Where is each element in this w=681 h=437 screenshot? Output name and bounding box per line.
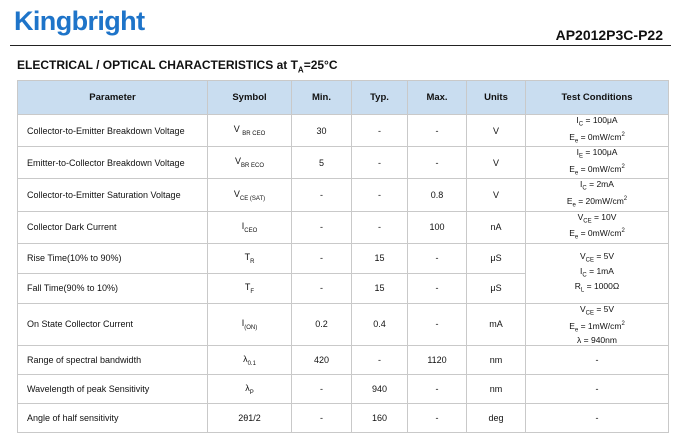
cell-units: deg bbox=[467, 404, 526, 433]
cell-min: - bbox=[292, 273, 352, 303]
cell-symbol: $\lambda_{0.1}$ bbox=[208, 346, 292, 375]
cell-max: - bbox=[408, 243, 467, 273]
cell-typ: - bbox=[352, 179, 408, 211]
cell-typ: - bbox=[352, 211, 408, 243]
header-divider bbox=[10, 45, 671, 46]
cell-units: V bbox=[467, 179, 526, 211]
cell-symbol: $V_{CE (SAT)}$ bbox=[208, 179, 292, 211]
cell-typ: 160 bbox=[352, 404, 408, 433]
cell-min: - bbox=[292, 179, 352, 211]
cell-units: V bbox=[467, 147, 526, 179]
cell-units: nA bbox=[467, 211, 526, 243]
cell-test-conditions: $V_{CE} = 5V$ $I_C = 1mA$ $R_L = 1000\Omega$ bbox=[526, 243, 669, 303]
cell-test-conditions: - bbox=[526, 404, 669, 433]
col-header-symbol: Symbol bbox=[208, 81, 292, 115]
col-header-parameter: Parameter bbox=[18, 81, 208, 115]
col-header-test-conditions: Test Conditions bbox=[526, 81, 669, 115]
cell-parameter: Rise Time(10% to 90%) bbox=[18, 243, 208, 273]
table-row bbox=[18, 243, 669, 273]
col-header-typ: Typ. bbox=[352, 81, 408, 115]
section-title: ELECTRICAL / OPTICAL CHARACTERISTICS at $T_A=25^\circ C$ bbox=[17, 58, 338, 75]
kingbright-logo: Kingbright bbox=[14, 6, 145, 36]
cell-typ: 0.4 bbox=[352, 303, 408, 345]
cell-test-conditions: $V_{CE} = 10V$ $E_e = 0mW/cm^2$ bbox=[526, 211, 669, 243]
col-header-units: Units bbox=[467, 81, 526, 115]
cell-typ: 15 bbox=[352, 243, 408, 273]
characteristics-table bbox=[17, 80, 669, 433]
cell-symbol: $V_{BR ECO}$ bbox=[208, 147, 292, 179]
cell-parameter: Collector-to-Emitter Breakdown Voltage bbox=[18, 115, 208, 147]
cell-min: 0.2 bbox=[292, 303, 352, 345]
cell-symbol: $I_{(ON)}$ bbox=[208, 303, 292, 345]
cell-parameter: On State Collector Current bbox=[18, 303, 208, 345]
cell-symbol: 2θ1/2 bbox=[208, 404, 292, 433]
cell-max: 0.8 bbox=[408, 179, 467, 211]
cell-max: - bbox=[408, 147, 467, 179]
table-row bbox=[18, 179, 669, 211]
cell-symbol: $I_{CEO}$ bbox=[208, 211, 292, 243]
table-header-row bbox=[18, 81, 669, 115]
cell-test-conditions: - bbox=[526, 346, 669, 375]
cell-units: μS bbox=[467, 243, 526, 273]
cell-min: - bbox=[292, 404, 352, 433]
part-number: AP2012P3C-P22 bbox=[555, 27, 663, 43]
cell-min: - bbox=[292, 211, 352, 243]
cell-units: μS bbox=[467, 273, 526, 303]
cell-typ: 15 bbox=[352, 273, 408, 303]
cell-test-conditions: $I_C = 100\mu A$ $E_e = 0mW/cm^2$ bbox=[526, 115, 669, 147]
cell-typ: - bbox=[352, 346, 408, 375]
cell-symbol: V $_{BR CEO}$ bbox=[208, 115, 292, 147]
cell-symbol: $T_F$ bbox=[208, 273, 292, 303]
cell-min: - bbox=[292, 243, 352, 273]
cell-min: 5 bbox=[292, 147, 352, 179]
cell-max: - bbox=[408, 303, 467, 345]
cell-min: - bbox=[292, 375, 352, 404]
cell-parameter: Collector Dark Current bbox=[18, 211, 208, 243]
cell-min: 30 bbox=[292, 115, 352, 147]
cell-max: - bbox=[408, 375, 467, 404]
cell-test-conditions: $I_C = 2mA$ $E_e = 20mW/cm^2$ bbox=[526, 179, 669, 211]
cell-typ: - bbox=[352, 115, 408, 147]
table-row bbox=[18, 211, 669, 243]
cell-typ: - bbox=[352, 147, 408, 179]
cell-max: - bbox=[408, 404, 467, 433]
cell-symbol: $\lambda_P$ bbox=[208, 375, 292, 404]
table-row bbox=[18, 147, 669, 179]
cell-symbol: $T_R$ bbox=[208, 243, 292, 273]
cell-max: 1120 bbox=[408, 346, 467, 375]
cell-max: 100 bbox=[408, 211, 467, 243]
col-header-max: Max. bbox=[408, 81, 467, 115]
table-row bbox=[18, 375, 669, 404]
cell-typ: 940 bbox=[352, 375, 408, 404]
cell-min: 420 bbox=[292, 346, 352, 375]
table-row bbox=[18, 346, 669, 375]
cell-units: mA bbox=[467, 303, 526, 345]
cell-units: nm bbox=[467, 375, 526, 404]
cell-parameter: Fall Time(90% to 10%) bbox=[18, 273, 208, 303]
table-row bbox=[18, 303, 669, 345]
cell-test-conditions: - bbox=[526, 375, 669, 404]
cell-parameter: Emitter-to-Collector Breakdown Voltage bbox=[18, 147, 208, 179]
cell-test-conditions: $V_{CE} = 5V$ $E_e = 1mW/cm^2$ λ = 940nm bbox=[526, 303, 669, 345]
cell-parameter: Angle of half sensitivity bbox=[18, 404, 208, 433]
col-header-min: Min. bbox=[292, 81, 352, 115]
cell-test-conditions: $I_E = 100\mu A$ $E_e = 0mW/cm^2$ bbox=[526, 147, 669, 179]
cell-parameter: Collector-to-Emitter Saturation Voltage bbox=[18, 179, 208, 211]
cell-parameter: Wavelength of peak Sensitivity bbox=[18, 375, 208, 404]
table-row bbox=[18, 115, 669, 147]
cell-units: V bbox=[467, 115, 526, 147]
cell-max: - bbox=[408, 273, 467, 303]
cell-parameter: Range of spectral bandwidth bbox=[18, 346, 208, 375]
cell-max: - bbox=[408, 115, 467, 147]
table-row bbox=[18, 404, 669, 433]
cell-units: nm bbox=[467, 346, 526, 375]
